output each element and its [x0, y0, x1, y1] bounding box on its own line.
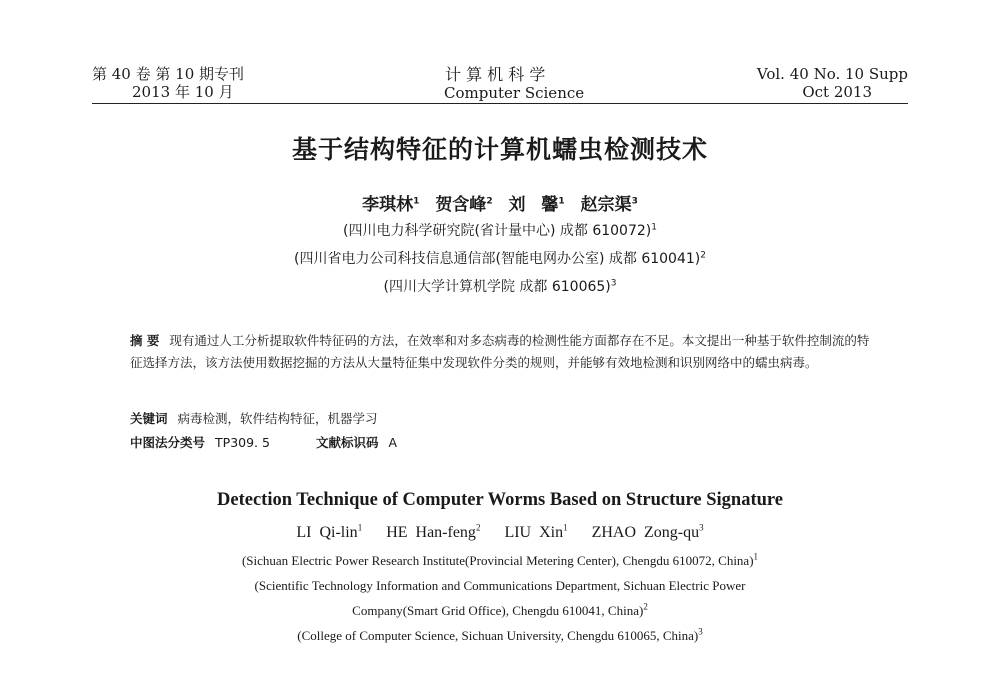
affiliation-cn-2: (四川省电力公司科技信息通信部(智能电网办公室) 成都 610041)$^2$	[294, 250, 706, 267]
abstract-cn	[130, 330, 880, 374]
journal-date-en: Oct 2013	[802, 83, 872, 101]
paper-title-cn: 基于结构特征的计算机蠕虫检测技术	[291, 135, 708, 164]
affiliation-en-1: (Sichuan Electric Power Research Institute(Provincial Metering Center), Chengdu 610072, China)$^1$	[241, 551, 759, 568]
classification-label: 中图法分类号	[130, 435, 206, 450]
authors-en	[0, 524, 1000, 542]
author-cn: 贺含峰$^2$	[435, 195, 493, 215]
abstract-text: 现有通过人工分析提取软件特征码的方法，在效率和对多态病毒的检测性能方面都存在不足。本文提出一种基于软件控制流的特征选择方法，该方法使用数据挖掘的方法从大量特征集中发现软件分类的规则，并能够有效地检测和识别网络中的蠕虫病毒。	[130, 333, 870, 370]
author-en: HE Han-feng$^2$	[386, 522, 481, 541]
doc-code-value: A	[388, 435, 398, 450]
author-cn: 赵宗渠$^3$	[580, 195, 638, 215]
author-en: LIU Xin$^1$	[504, 522, 568, 541]
keywords-cn	[130, 408, 880, 430]
header-rule	[92, 103, 908, 104]
affiliation-en-2-cont: Company(Smart Grid Office), Chengdu 610041, China)$^2$	[352, 601, 648, 618]
affiliation-en-2: (Scientific Technology Information and Communications Department, Sichuan Electric Power	[254, 578, 746, 593]
journal-volume-cn: 第 40 卷 第 10 期专刊	[92, 65, 245, 83]
classification-cn	[130, 432, 880, 454]
author-en: ZHAO Zong-$qu^3$	[591, 522, 704, 541]
author-cn: 刘 馨$^1$	[508, 195, 565, 215]
author-cn: 李琪林$^1$	[362, 195, 420, 215]
doc-code-label: 文献标识码	[315, 435, 379, 450]
journal-date-cn: 2013 年 10 月	[132, 83, 234, 101]
paper-title-en: Detection Technique of Computer Worms Based on Structure Signature	[217, 490, 783, 510]
abstract-label: 摘 要	[130, 333, 160, 348]
keywords-label: 关键词	[130, 411, 168, 426]
keywords-text: 病毒检测，软件结构特征，机器学习	[177, 411, 378, 426]
affiliation-cn-3: (四川大学计算机学院 成都 610065)$^3$	[383, 278, 617, 295]
journal-name-en: Computer Science	[444, 84, 585, 102]
journal-volume-en: Vol. 40 No. 10 Supp	[756, 65, 908, 83]
authors-cn	[0, 190, 1000, 215]
classification-value: TP309. 5	[215, 435, 270, 450]
author-en: LI Qi-lin$^1$	[296, 522, 363, 541]
journal-name-cn: 计 算 机 科 学	[445, 65, 546, 84]
affiliation-cn-1: (四川电力科学研究院(省计量中心) 成都 610072)$^1$	[343, 222, 657, 239]
affiliation-en-3: (College of Computer Science, Sichuan University, Chengdu 610065, China)$^3$	[297, 626, 703, 643]
